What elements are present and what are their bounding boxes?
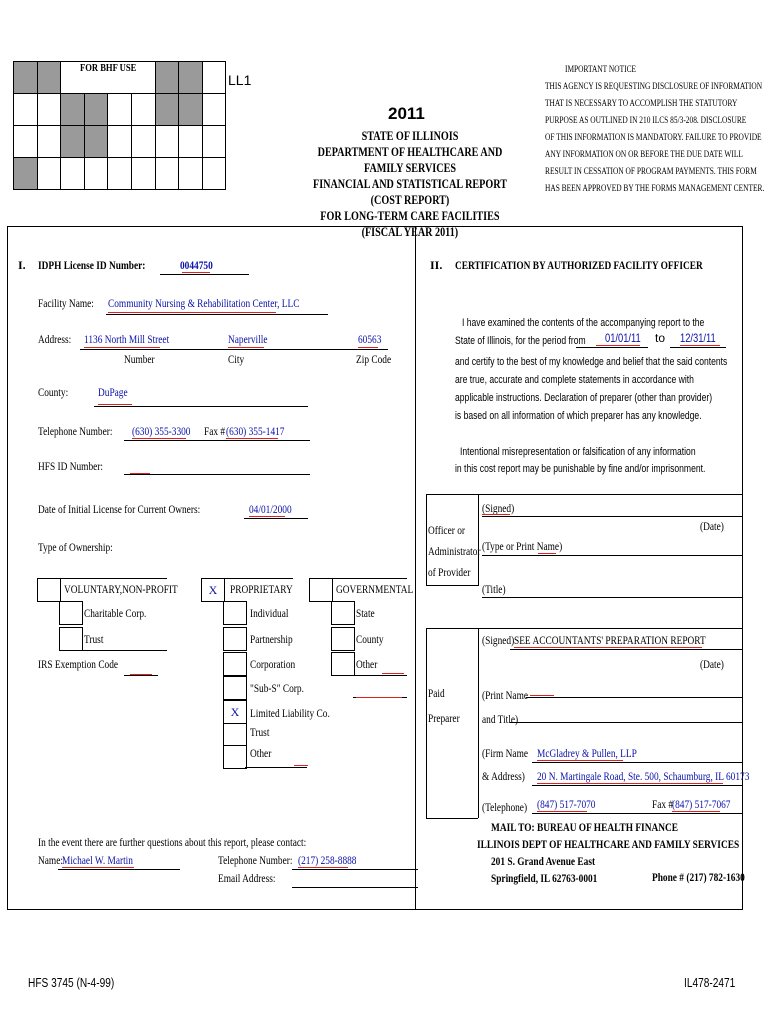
county-type-label: County [356, 632, 384, 646]
individual-checkbox[interactable] [223, 601, 247, 625]
proprietary-trust-checkbox[interactable] [223, 723, 247, 747]
period-to-label: to [655, 331, 666, 345]
type-name-label: (Type or Print Name) [482, 539, 563, 553]
city-caption: City [228, 352, 245, 366]
officer-title-label: (Title) [482, 582, 506, 596]
voluntary-label: VOLUNTARY,NON-PROFIT [64, 582, 178, 596]
county-label: County: [38, 385, 69, 399]
corporation-label: Corporation [250, 657, 296, 671]
voluntary-checkbox[interactable] [37, 578, 61, 602]
mail-to-block: MAIL TO: BUREAU OF HEALTH FINANCE ILLINOIS DEPT OF HEALTHCARE AND FAMILY SERVICES 201 S. Grand Avenue East Springfield, IL 62763-0001 [477, 820, 740, 885]
governmental-checkbox[interactable] [309, 578, 333, 602]
hfs-id-field[interactable] [124, 474, 310, 475]
firm-name-value[interactable]: McGladrey & Pullen, LLP [537, 746, 637, 760]
bhf-use-grid [13, 61, 226, 190]
email-field[interactable] [292, 887, 418, 888]
proprietary-other-label: Other [250, 746, 272, 760]
firm-address-label: & Address) [482, 769, 525, 783]
contact-label: In the event there are further questions about this report, please contact: [38, 835, 307, 849]
llc-checkbox[interactable] [223, 700, 247, 724]
section-divider [415, 226, 416, 910]
facility-name-label: Facility Name: [38, 296, 94, 310]
firm-telephone-label: (Telephone) [482, 800, 528, 814]
fax-label: Fax # [204, 424, 226, 438]
zip-value[interactable]: 60563 [358, 332, 382, 346]
report-year: 2011 [388, 104, 425, 123]
license-date-value[interactable]: 04/01/2000 [249, 502, 292, 516]
license-date-label: Date of Initial License for Current Owners: [38, 502, 201, 516]
firm-phone-value[interactable]: (847) 517-7070 [537, 797, 596, 811]
sub-s-label: "Sub-S" Corp. [250, 681, 304, 695]
contact-name-value[interactable]: Michael W. Martin [62, 853, 133, 867]
warning-text: Intentional misrepresentation or falsification of any information in this cost report may be punishable by fine and/or imprisonment. [455, 446, 706, 475]
county-checkbox[interactable] [331, 627, 355, 651]
sub-s-checkbox[interactable] [223, 676, 247, 700]
gov-other-checkbox[interactable] [331, 652, 355, 676]
contact-phone-value[interactable]: (217) 258-8888 [298, 853, 357, 867]
mail-phone: Phone # (217) 782-1630 [652, 870, 745, 884]
period-from[interactable]: 01/01/11 [605, 331, 641, 345]
llc-mark: X [230, 705, 240, 719]
corporation-checkbox[interactable] [223, 652, 247, 676]
street-value[interactable]: 1136 North Mill Street [84, 332, 170, 346]
firm-address-value[interactable]: 20 N. Martingale Road, Ste. 500, Schaumburg, IL 60173 [537, 769, 750, 783]
report-title: STATE OF ILLINOIS DEPARTMENT OF HEALTHCARE AND FAMILY SERVICES FINANCIAL AND STATISTICAL REPORT (COST REPORT) FOR LONG-TERM CARE FACILITIES (FISCAL YEAR 2011) [313, 128, 507, 239]
proprietary-label: PROPRIETARY [230, 582, 293, 596]
proprietary-mark: X [208, 583, 218, 597]
city-value[interactable]: Naperville [228, 332, 268, 346]
partnership-checkbox[interactable] [223, 627, 247, 651]
period-to[interactable]: 12/31/11 [680, 331, 716, 345]
section1-numeral: I. [18, 258, 26, 272]
proprietary-checkbox[interactable] [201, 578, 225, 602]
cert-body: and certify to the best of my knowledge and belief that the said contents are true, accurate and complete statements in accordance with applicable instructions. Declaration of preparer (other than provider) is based on all information of which preparer has any knowledge. [455, 356, 728, 422]
preparer-name-field[interactable] [526, 697, 742, 698]
preparer-signed-label: (Signed) [482, 633, 515, 647]
preparer-date-label: (Date) [700, 657, 724, 671]
officer-date-label: (Date) [700, 519, 724, 533]
hfs-id-label: HFS ID Number: [38, 459, 104, 473]
officer-label: Officer or Administrator of Provider [428, 523, 481, 579]
firm-fax-value[interactable]: (847) 517-7067 [672, 797, 731, 811]
gov-other-label: Other [356, 657, 378, 671]
firm-fax-label: Fax # [652, 797, 674, 811]
county-value[interactable]: DuPage [98, 385, 128, 399]
partnership-label: Partnership [250, 632, 293, 646]
frame-left [7, 226, 8, 910]
contact-phone-label: Telephone Number: [218, 853, 293, 867]
print-name-label: (Print Name and Title) [482, 688, 529, 726]
frame-top [7, 226, 743, 227]
state-checkbox[interactable] [331, 601, 355, 625]
license-id-label: IDPH License ID Number: [38, 258, 146, 272]
voluntary-trust-label: Trust [84, 632, 104, 646]
irs-code-label: IRS Exemption Code [38, 657, 119, 671]
preparer-signed-value[interactable]: SEE ACCOUNTANTS' PREPARATION REPORT [514, 633, 706, 647]
proprietary-other-checkbox[interactable] [223, 745, 247, 769]
paid-preparer-label: Paid Preparer [428, 686, 460, 725]
frame-bottom [7, 909, 743, 910]
section2-numeral: II. [430, 258, 443, 272]
cert-line-1: I have examined the contents of the accompanying report to the [462, 317, 705, 329]
email-label: Email Address: [218, 871, 276, 885]
ownership-label: Type of Ownership: [38, 540, 113, 554]
officer-title-field[interactable] [482, 597, 742, 598]
address-label: Address: [38, 332, 72, 346]
irs-code-field[interactable] [124, 675, 158, 676]
form-code: LL1 [228, 72, 252, 88]
license-id-value[interactable]: 0044750 [180, 258, 213, 272]
officer-signature-field[interactable] [482, 516, 742, 517]
telephone-label: Telephone Number: [38, 424, 113, 438]
charitable-checkbox[interactable] [59, 601, 83, 625]
llc-label: Limited Liability Co. [250, 706, 330, 720]
fax-value[interactable]: (630) 355-1417 [226, 424, 285, 438]
zip-caption: Zip Code [356, 352, 392, 366]
charitable-label: Charitable Corp. [84, 606, 147, 620]
individual-label: Individual [250, 606, 289, 620]
firm-name-label: (Firm Name [482, 746, 529, 760]
contact-name-label: Name: [38, 853, 63, 867]
state-label: State [356, 606, 375, 620]
page-id: IL478-2471 [684, 975, 736, 990]
facility-name-value[interactable]: Community Nursing & Rehabilitation Center, LLC [108, 296, 300, 310]
form-number: HFS 3745 (N-4-99) [28, 975, 115, 990]
officer-signed-label: (Signed) [482, 501, 515, 515]
governmental-label: GOVERNMENTAL [336, 582, 414, 596]
proprietary-trust-label: Trust [250, 725, 270, 739]
officer-name-field[interactable] [482, 555, 742, 556]
number-caption: Number [124, 352, 155, 366]
telephone-value[interactable]: (630) 355-3300 [132, 424, 191, 438]
voluntary-trust-checkbox[interactable] [59, 627, 83, 651]
important-notice: IMPORTANT NOTICE THIS AGENCY IS REQUESTING DISCLOSURE OF INFORMATION THAT IS NECESSARY TO ACCOMPLISH THE STATUTORY PURPOSE AS OUTLINED IN 210 ILCS 85/3-208. DISCLOSURE OF THIS INFORMATION IS MANDATORY. FAILURE TO PROVIDE ANY INFORMATION ON OR BEFORE THE DUE DATE WILL RESULT IN CESSATION OF PROGRAM PAYMENTS. THIS FORM HAS BEEN APPROVED BY THE FORMS MANAGEMENT CENTER. [545, 65, 765, 194]
bhf-use-label: FOR BHF USE [61, 62, 155, 94]
cert-line-2: State of Illinois, for the period from [455, 335, 586, 347]
certification-title: CERTIFICATION BY AUTHORIZED FACILITY OFFICER [455, 258, 703, 272]
